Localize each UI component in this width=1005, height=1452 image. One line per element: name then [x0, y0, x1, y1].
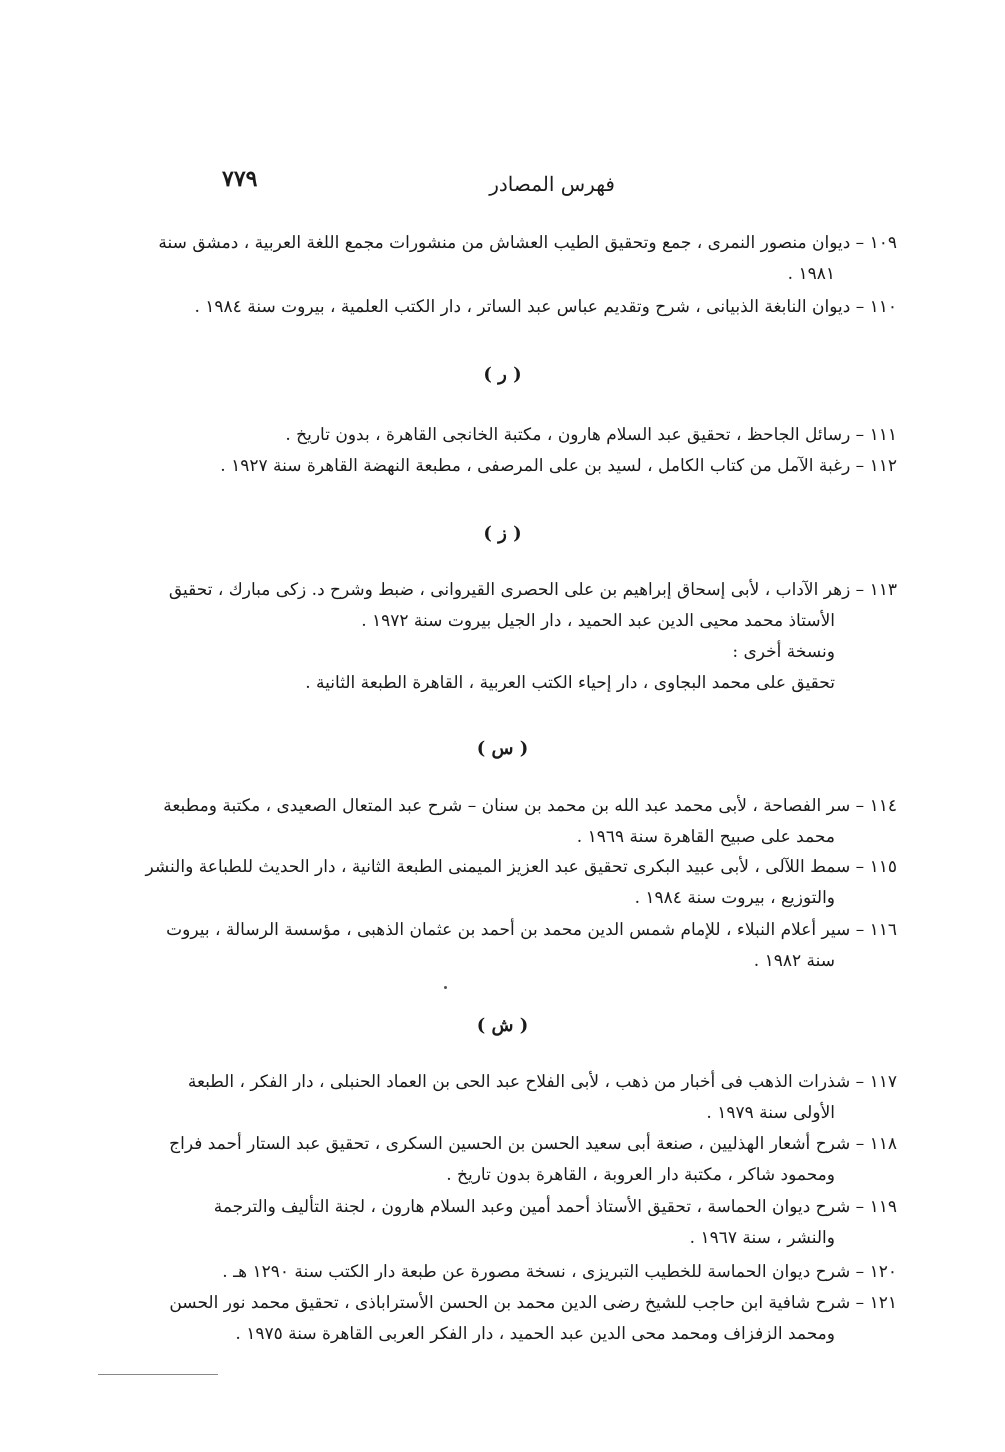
entry-112-line-1: ١١٢ – رغبة الآمل من كتاب الكامل ، لسيد بن على المرصفى ، مطبعة النهضة القاهرة سنة ١٩٢٧ . [220, 456, 897, 476]
entry-115-line-1: ١١٥ – سمط اللآلى ، لأبى عبيد البكرى تحقيق عبد العزيز الميمنى الطبعة الثانية ، دار الحديث للطباعة والنشر [145, 857, 897, 877]
footnote-rule [98, 1374, 218, 1375]
section-heading-z: ( ز ) [483, 523, 522, 544]
entry-116-line-1: ١١٦ – سير أعلام النبلاء ، للإمام شمس الدين محمد بن أحمد بن عثمان الذهبى ، مؤسسة الرسالة ، بيروت [166, 920, 897, 940]
entry-118-line-1: ١١٨ – شرح أشعار الهذليين ، صنعة أبى سعيد الحسن بن الحسين السكرى ، تحقيق عبد الستار أحمد فراج [169, 1134, 897, 1154]
entry-114-line-1: ١١٤ – سر الفصاحة ، لأبى محمد عبد الله بن محمد بن سنان – شرح عبد المتعال الصعيدى ، مكتبة ومطبعة [163, 796, 897, 816]
page-number: ٧٧٩ [222, 166, 258, 192]
entry-109-line-1: ١٠٩ – ديوان منصور النمرى ، جمع وتحقيق الطيب العشاش من منشورات مجمع اللغة العربية ، دمشق سنة [158, 233, 897, 253]
entry-113-line-2: الأستاذ محمد محيى الدين عبد الحميد ، دار الجيل بيروت سنة ١٩٧٢ . [361, 611, 835, 631]
page-header-title: فهرس المصادر [489, 172, 615, 196]
section-heading-s: ( س ) [476, 738, 529, 759]
section-heading-r: ( ر ) [483, 364, 522, 385]
entry-119-line-2: والنشر ، سنة ١٩٦٧ . [689, 1228, 835, 1248]
section-heading-sh: ( ش ) [476, 1015, 529, 1036]
entry-120-line-1: ١٢٠ – شرح ديوان الحماسة للخطيب التبريزى ، نسخة مصورة عن طبعة دار الكتب سنة ١٢٩٠ هـ . [222, 1262, 897, 1282]
entry-111-line-1: ١١١ – رسائل الجاحظ ، تحقيق عبد السلام هارون ، مكتبة الخانجى القاهرة ، بدون تاريخ . [285, 425, 897, 445]
entry-113-line-4: تحقيق على محمد البجاوى ، دار إحياء الكتب العربية ، القاهرة الطبعة الثانية . [305, 673, 835, 693]
scan-speck [444, 986, 447, 989]
entry-117-line-1: ١١٧ – شذرات الذهب فى أخبار من ذهب ، لأبى الفلاح عبد الحى بن العماد الحنبلى ، دار الفكر ، الطبعة [187, 1072, 897, 1092]
entry-110-line-1: ١١٠ – ديوان النابغة الذبيانى ، شرح وتقديم عباس عبد الساتر ، دار الكتب العلمية ، بيروت سنة ١٩٨٤ . [194, 297, 897, 317]
entry-121-line-2: ومحمد الزفزاف ومحمد محى الدين عبد الحميد ، دار الفكر العربى القاهرة سنة ١٩٧٥ . [235, 1324, 835, 1344]
entry-113-line-3: ونسخة أخرى : [732, 642, 835, 662]
entry-118-line-2: ومحمود شاكر ، مكتبة دار العروبة ، القاهرة بدون تاريخ . [446, 1165, 835, 1185]
entry-117-line-2: الأولى سنة ١٩٧٩ . [706, 1103, 835, 1123]
entry-121-line-1: ١٢١ – شرح شافية ابن حاجب للشيخ رضى الدين محمد بن الحسن الأستراباذى ، تحقيق محمد نور الحسن [169, 1293, 897, 1313]
entry-109-line-2: ١٩٨١ . [787, 264, 835, 284]
entry-115-line-2: والتوزيع ، بيروت سنة ١٩٨٤ . [634, 888, 835, 908]
entry-116-line-2: سنة ١٩٨٢ . [753, 951, 835, 971]
entry-119-line-1: ١١٩ – شرح ديوان الحماسة ، تحقيق الأستاذ أحمد أمين وعبد السلام هارون ، لجنة التأليف والترجمة [213, 1197, 897, 1217]
entry-114-line-2: محمد على صبيح القاهرة سنة ١٩٦٩ . [576, 827, 835, 847]
entry-113-line-1: ١١٣ – زهر الآداب ، لأبى إسحاق إبراهيم بن على الحصرى القيروانى ، ضبط وشرح د. زكى مبارك ، تحقيق [168, 580, 897, 600]
